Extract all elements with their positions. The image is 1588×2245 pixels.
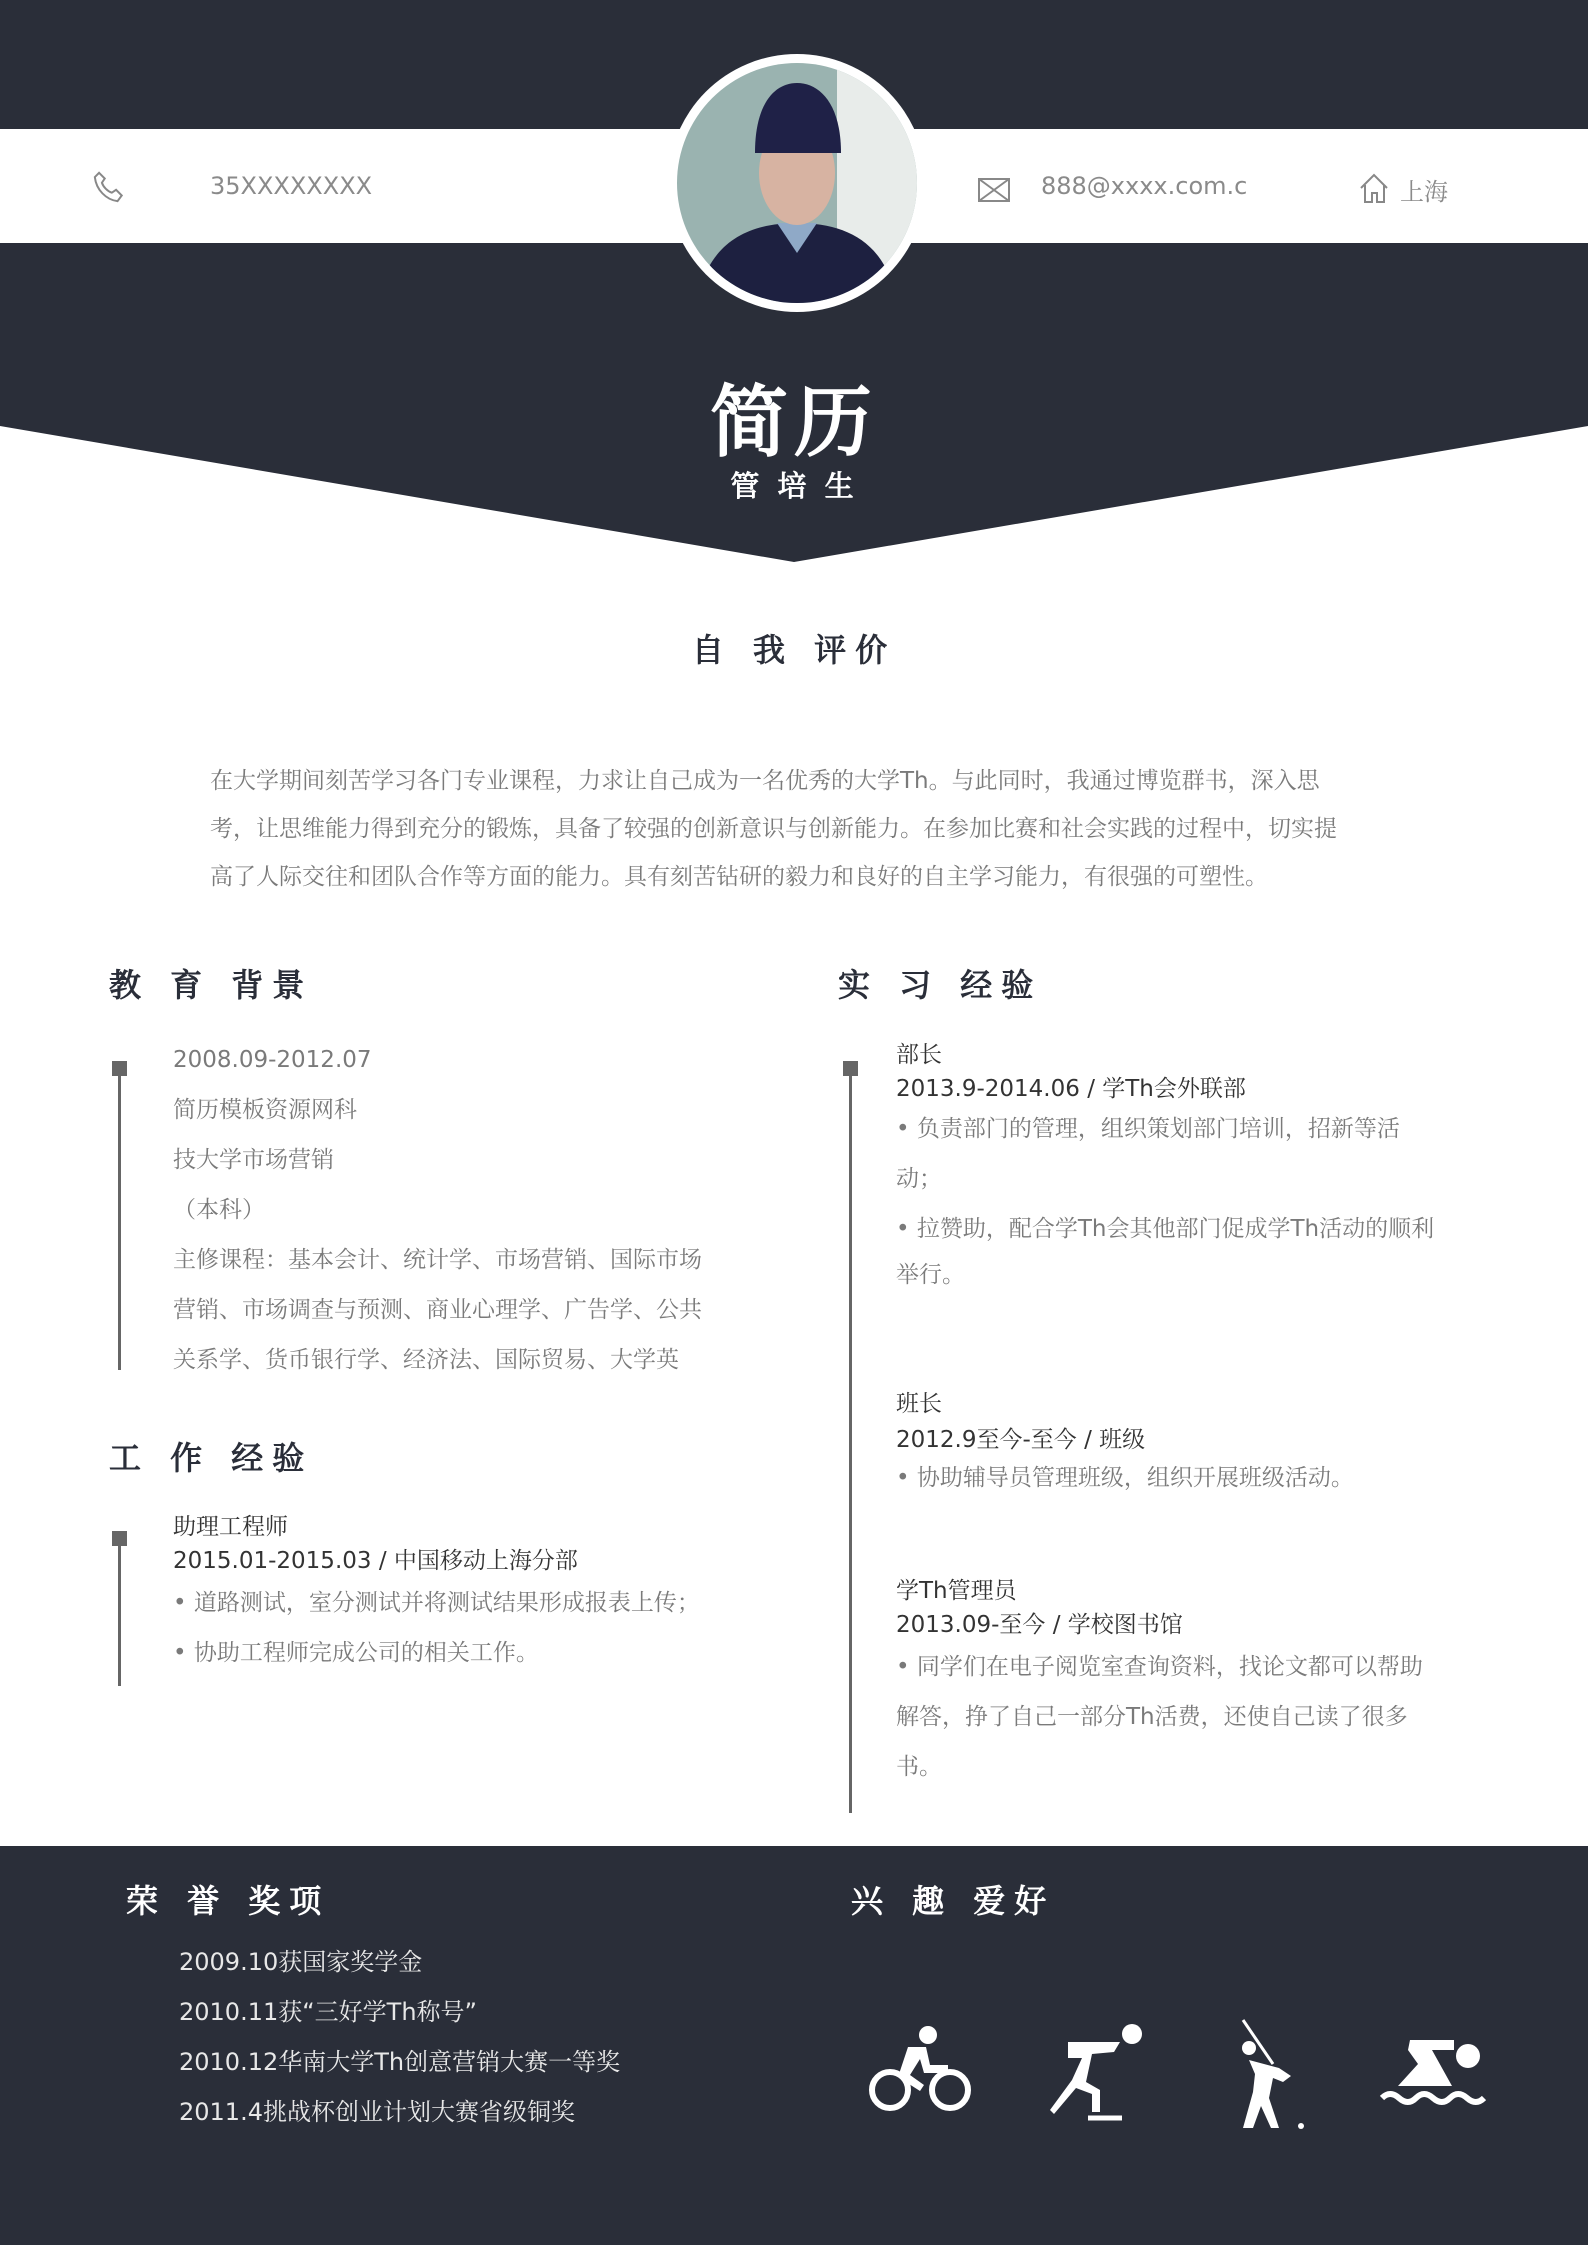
resume-subtitle: 管 培 生 [730,469,858,503]
internship-entry [896,1574,1423,1792]
internship-date: 2013.09-至今 / 学校图书馆 [896,1612,1183,1638]
education-date: 2008.09-2012.07 [173,1047,372,1073]
self-eval-line: 考，让思维能力得到充分的锻炼，具备了较强的创新意识与创新能力。在参加比赛和社会实践的过程中，切实提 [210,816,1337,842]
work-timeline [118,1538,121,1686]
avatar [668,54,926,312]
internship-date: 2012.9至今-至今 / 班级 [896,1427,1146,1453]
internship-role: 学Th管理员 [896,1578,1017,1604]
cycling-icon [868,2025,974,2115]
internship-title: 实 习 经验 [838,966,1043,1004]
internship-line: • 协助辅导员管理班级，组织开展班级活动。 [896,1465,1354,1491]
golf-icon [1235,2018,1315,2130]
honors-title: 荣 誉 奖项 [126,1882,331,1920]
work-bullet: • 道路测试，室分测试并将测试结果形成报表上传； [173,1590,700,1616]
education-title: 教 育 背景 [109,966,314,1004]
education-line: 营销、市场调查与预测、商业心理学、广告学、公共 [173,1297,702,1323]
home-icon [1358,172,1390,204]
internship-line: • 拉赞助，配合学Th会其他部门促成学Th活动的顺利 [896,1216,1435,1242]
work-date: 2015.01-2015.03 / 中国移动上海分部 [173,1548,578,1574]
education-line: 关系学、货币银行学、经济法、国际贸易、大学英 [173,1347,679,1373]
work-bullet: • 协助工程师完成公司的相关工作。 [173,1640,539,1666]
internship-line: • 同学们在电子阅览室查询资料，找论文都可以帮助 [896,1654,1423,1680]
education-timeline [118,1068,121,1370]
self-eval-line: 在大学期间刻苦学习各门专业课程，力求让自己成为一名优秀的大学Th。与此同时，我通过博览群书，深入思 [210,768,1320,794]
internship-marker [843,1061,858,1076]
work-title: 工 作 经验 [109,1439,314,1477]
internship-line: • 负责部门的管理，组织策划部门培训，招新等活 [896,1116,1400,1142]
phone-text: 35XXXXXXXX [210,172,373,200]
internship-line: 动； [896,1166,942,1192]
internship-line: 举行。 [896,1262,965,1288]
honor-item: 2009.10获国家奖学金 [179,1948,423,1976]
internship-line: 书。 [896,1754,942,1780]
self-eval-title: 自 我 评价 [691,631,897,669]
self-eval-line: 高了人际交往和团队合作等方面的能力。具有刻苦钻研的毅力和良好的自主学习能力，有很强的可塑性。 [210,864,1268,890]
phone-icon [92,170,126,204]
internship-line: 解答，挣了自己一部分Th活费，还使自己读了很多 [896,1704,1408,1730]
education-marker [112,1061,127,1076]
resume-title: 简历 [709,378,878,468]
honor-item: 2010.12华南大学Th创意营销大赛一等奖 [179,2048,621,2076]
skating-icon [1048,2022,1148,2122]
email-icon [978,178,1010,202]
internship-entry [896,1038,1434,1298]
education-line: （本科） [173,1197,265,1223]
hobbies-title: 兴 趣 爱好 [851,1882,1056,1920]
work-marker [112,1531,127,1546]
work-entry [173,1510,700,1678]
internship-entry [896,1386,1354,1498]
education-line: 主修课程：基本会计、统计学、市场营销、国际市场 [173,1247,702,1273]
email-text: 888@xxxx.com.c [1041,172,1248,200]
education-entry [173,1035,702,1385]
internship-timeline [849,1068,852,1813]
honor-item: 2010.11获“三好学Th称号” [179,1998,477,2026]
internship-date: 2013.9-2014.06 / 学Th会外联部 [896,1076,1246,1102]
education-line: 简历模板资源网科 [173,1097,357,1123]
internship-role: 部长 [896,1042,942,1068]
education-line: 技大学市场营销 [173,1147,334,1173]
city-text: 上海 [1400,178,1448,206]
honor-item: 2011.4挑战杯创业计划大赛省级铜奖 [179,2098,575,2126]
work-role: 助理工程师 [173,1514,288,1540]
swimming-icon [1380,2028,1486,2108]
internship-role: 班长 [896,1391,942,1417]
self-eval-text [210,757,1337,901]
